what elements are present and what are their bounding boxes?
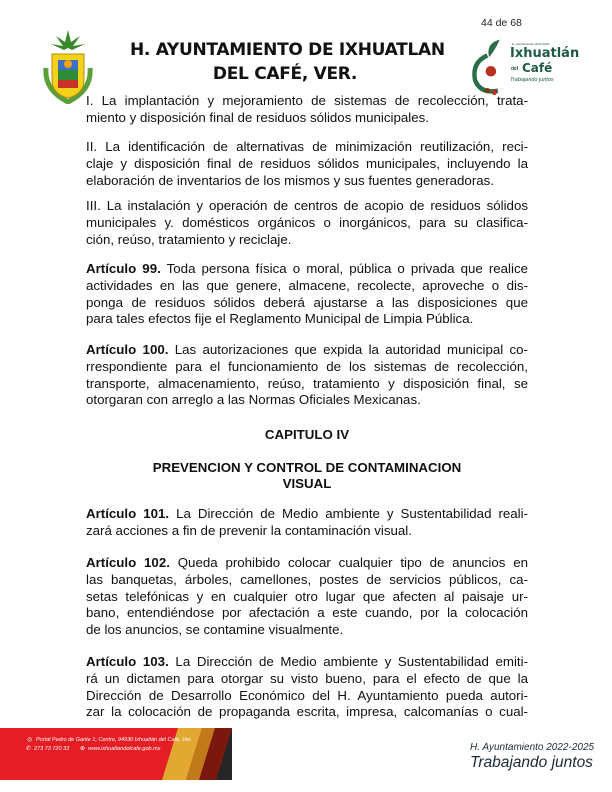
paragraph-line (86, 654, 528, 671)
paragraph-line (86, 110, 528, 127)
line-text: setas telefónicas y en cualquier otro lugar que afecten al paisaje ur- (86, 588, 528, 604)
article-label: Artículo 99. (86, 261, 161, 276)
article-label: Artículo 102. (86, 555, 170, 570)
paragraph-line (86, 704, 528, 721)
line-text: ponga de residuos sólidos deberá ajustarse a las disposiciones que (86, 294, 528, 310)
paragraph-line (86, 173, 528, 190)
line-text: ción, reúso, tratamiento y reciclaje. (86, 231, 292, 247)
line-text: municipales y. domésticos orgánicos o inorgánicos, para su clasifica- (86, 214, 528, 230)
paragraph-line (86, 506, 528, 523)
paragraph-line (86, 342, 528, 359)
paragraph-line (86, 295, 528, 312)
paragraph-line (86, 523, 528, 540)
footer-banner (0, 728, 232, 780)
article-paragraph (86, 555, 528, 639)
line-text: III. La instalación y operación de centros de acopio de residuos sólidos (86, 198, 528, 213)
paragraph-line (86, 688, 528, 705)
line-text: rrespondiente para el funcionamiento de los sistemas de recolección, (86, 358, 528, 374)
header-title-line2: DEL CAFÉ, VER. (212, 64, 358, 84)
article-label: Artículo 101. (86, 506, 170, 521)
paragraph-line (86, 671, 528, 688)
line-text: para tales efectos fije el Reglamento Municipal de Limpia Pública. (86, 311, 474, 327)
line-text: claje y disposición final de residuos sólidos municipales, incluyendo la (86, 155, 528, 171)
paragraph-line (86, 261, 528, 278)
paragraph-line (86, 311, 528, 328)
line-text: zará acciones a fin de prevenir la contaminación visual. (86, 522, 412, 538)
article-paragraph (86, 342, 528, 409)
line-text: las banquetas, árboles, camellones, postes de servicios públicos, ca- (86, 571, 528, 587)
paragraph-line (86, 215, 528, 232)
paragraph-line (86, 605, 528, 622)
line-text: Toda persona física o moral, pública o privada que realice (160, 261, 528, 276)
paragraph-line (86, 555, 528, 572)
paragraph-line (86, 198, 528, 215)
logo-name-cafe: Café (522, 61, 553, 75)
line-text: I. La implantación y mejoramiento de sistemas de recolección, trata- (86, 93, 528, 108)
line-text: Dirección de Desarrollo Económico del H. Ayuntamiento pueda autori- (86, 687, 528, 703)
line-text: de los anuncios, se contamine visualmente. (86, 622, 344, 638)
paragraph-line (86, 622, 528, 639)
list-item-paragraph (86, 139, 528, 189)
line-text: Queda prohibido colocar cualquier tipo de anuncios en (169, 555, 528, 570)
paragraph-line (86, 278, 528, 295)
paragraph-line (86, 156, 528, 173)
line-text: elaboración de inventarios de los mismos y sus fuentes generadoras. (86, 172, 494, 188)
paragraph-line (86, 589, 528, 606)
article-paragraph (86, 654, 528, 721)
line-text: bano, entendiéndose por afectación a este cuando, por la colocación (86, 605, 528, 621)
paragraph-line (86, 232, 528, 249)
logo-small-text: H. Ayuntamiento 2022-2025 (512, 42, 550, 46)
line-text: La Dirección de Medio ambiente y Sustentabilidad emiti- (168, 654, 528, 669)
paragraph-line (86, 139, 528, 156)
ixhuatlan-logo (468, 32, 588, 102)
logo-name-del: del (511, 66, 519, 72)
footer-address: Portal Pedro de Gante 1, Centro, 94930 Ixhuatlán del Café, Ver. (36, 737, 192, 743)
header-title-line1: H. AYUNTAMIENTO DE IXHUATLAN (130, 40, 445, 60)
line-text: miento y disposición final de residuos sólidos municipales. (86, 109, 429, 125)
line-text: otorgaran con arreglo a las Normas Oficiales Mexicanas. (86, 392, 421, 408)
article-label: Artículo 103. (86, 654, 169, 669)
logo-tagline: Trabajando juntos (510, 77, 554, 83)
page-number: 44 de 68 (481, 17, 522, 29)
chapter-heading: CAPITULO IV (264, 427, 350, 442)
line-text: Las autorizaciones que expida la autoridad municipal co- (168, 342, 528, 357)
phone-icon: ✆ (26, 746, 32, 752)
paragraph-line (86, 376, 528, 393)
paragraph-line (86, 93, 528, 110)
article-paragraph (86, 261, 528, 328)
paragraph-line (86, 392, 528, 409)
line-text: rá un dictamen para otorgar su visto bueno, para el efecto de que la (86, 670, 528, 686)
line-text: II. La identificación de alternativas de minimización reutilización, reci- (86, 139, 528, 154)
paragraph-line (86, 359, 528, 376)
section-heading-line2: VISUAL (282, 476, 332, 491)
list-item-paragraph (86, 93, 528, 127)
footer-phone: 273 73 720 33 (34, 746, 70, 752)
line-text: transporte, almacenamiento, reúso, tratamiento y disposición final, se (86, 375, 528, 391)
logo-name-ixhuatlan: Ixhuatlán (510, 46, 580, 61)
footer-slogan-block (470, 742, 594, 772)
footer-website: www.ixhuatlandelcafe.gob.mx (88, 746, 161, 752)
globe-icon: ⊕ (80, 746, 86, 752)
article-paragraph (86, 506, 528, 540)
footer-slogan: Trabajando juntos (470, 754, 593, 771)
paragraph-line (86, 572, 528, 589)
location-icon: ◎ (27, 737, 33, 743)
line-text: actividades en las que genere, almacene, recolecte, aproveche o dis- (86, 277, 528, 293)
line-text: La Dirección de Medio ambiente y Sustentabilidad reali- (169, 506, 529, 521)
section-heading-line1: PREVENCION Y CONTROL DE CONTAMINACION (152, 460, 462, 475)
footer-admin: H. Ayuntamiento 2022-2025 (470, 742, 595, 753)
article-label: Artículo 100. (86, 342, 169, 357)
line-text: zar la colocación de propaganda escrita, impresa, calcomanías o cual- (86, 704, 528, 720)
list-item-paragraph (86, 198, 528, 248)
